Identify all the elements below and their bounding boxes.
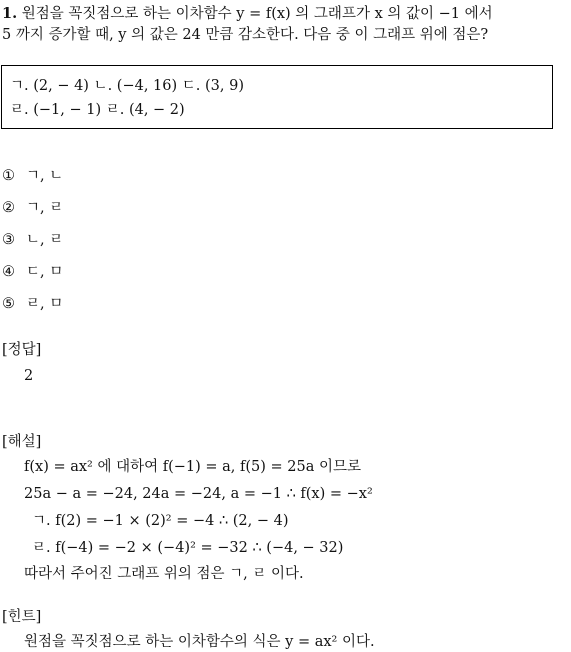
question-text-line-2: 5 까지 증가할 때, y 의 값은 24 만큼 감소한다. 다음 중 이 그래프 위에 점은? (2, 27, 489, 43)
option-text: ㄹ, ㅁ (26, 296, 64, 312)
answer-heading: [정답] (2, 342, 42, 358)
answer-option-4[interactable] (2, 262, 63, 282)
option-number: ③ (2, 232, 15, 248)
option-text: ㄱ, ㄹ (26, 200, 64, 216)
given-points-box (1, 65, 553, 129)
option-number: ② (2, 200, 15, 216)
option-number: ① (2, 168, 15, 184)
answer-value: 2 (24, 368, 34, 384)
question-line-1 (2, 4, 493, 24)
option-text: ㄴ, ㄹ (26, 232, 64, 248)
hint-text: 원점을 꼭짓점으로 하는 이차함수의 식은 y = ax² 이다. (24, 634, 375, 650)
given-points-line-2: ㄹ. (−1, − 1) ㄹ. (4, − 2) (10, 102, 185, 118)
option-number: ⑤ (2, 296, 15, 312)
question-text-line-1: 원점을 꼭짓점으로 하는 이차함수 y = f(x) 의 그래프가 x 의 값이 −1 에서 (21, 6, 493, 22)
solution-line-3: ㄱ. f(2) = −1 × (2)² = −4 ∴ (2, − 4) (32, 513, 289, 529)
hint-heading: [힌트] (2, 609, 42, 625)
solution-heading: [해설] (2, 434, 42, 450)
given-points-line-1: ㄱ. (2, − 4) ㄴ. (−4, 16) ㄷ. (3, 9) (10, 78, 244, 94)
option-text: ㄷ, ㅁ (26, 264, 64, 280)
answer-option-2[interactable] (2, 198, 63, 218)
solution-line-4: ㄹ. f(−4) = −2 × (−4)² = −32 ∴ (−4, − 32) (32, 540, 344, 556)
answer-option-1[interactable] (2, 166, 63, 186)
answer-option-3[interactable] (2, 230, 63, 250)
solution-line-2: 25a − a = −24, 24a = −24, a = −1 ∴ f(x) = −x² (24, 486, 373, 502)
option-text: ㄱ, ㄴ (26, 168, 64, 184)
option-number: ④ (2, 264, 15, 280)
question-number: 1. (2, 5, 18, 22)
solution-line-1: f(x) = ax² 에 대하여 f(−1) = a, f(5) = 25a 이므로 (24, 459, 362, 475)
answer-option-5[interactable] (2, 294, 63, 314)
solution-line-5: 따라서 주어진 그래프 위의 점은 ㄱ, ㄹ 이다. (24, 566, 304, 582)
